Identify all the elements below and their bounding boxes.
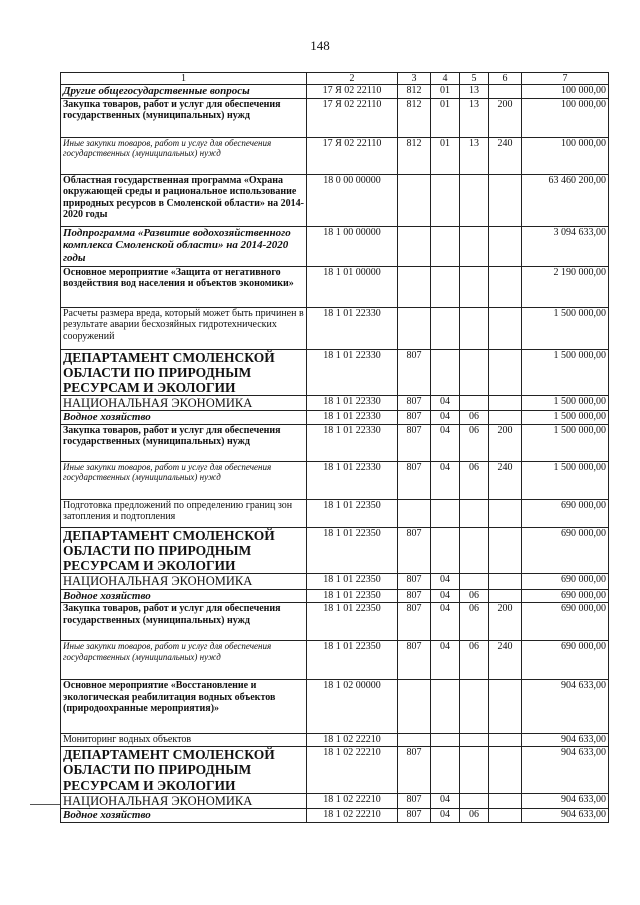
department-code-cell bbox=[398, 307, 431, 349]
amount-cell: 1 500 000,00 bbox=[522, 307, 609, 349]
expense-type-cell bbox=[489, 395, 522, 410]
amount-cell: 904 633,00 bbox=[522, 809, 609, 823]
amount-cell: 1 500 000,00 bbox=[522, 424, 609, 461]
table-row bbox=[61, 85, 609, 99]
section-cell: 01 bbox=[431, 137, 460, 174]
subsection-cell: 06 bbox=[460, 424, 489, 461]
target-code-cell: 17 Я 02 22110 bbox=[307, 137, 398, 174]
target-code-cell: 18 1 01 22330 bbox=[307, 411, 398, 425]
row-name-cell: Подпрограмма «Развитие водохозяйственного комплекса Смоленской области» на 2014-2020 годы bbox=[61, 226, 307, 266]
target-code-cell: 17 Я 02 22110 bbox=[307, 98, 398, 137]
subsection-cell bbox=[460, 574, 489, 589]
subsection-cell bbox=[460, 226, 489, 266]
amount-cell: 904 633,00 bbox=[522, 793, 609, 808]
amount-cell: 1 500 000,00 bbox=[522, 411, 609, 425]
page-number: 148 bbox=[310, 38, 330, 53]
expense-type-cell bbox=[489, 589, 522, 603]
target-code-cell: 18 1 01 22350 bbox=[307, 499, 398, 527]
row-name-cell: Расчеты размера вреда, который может быть причинен в результате аварии бесхозяйных гидротехнических сооружений bbox=[61, 307, 307, 349]
department-code-cell bbox=[398, 174, 431, 226]
target-code-cell: 18 1 02 22210 bbox=[307, 747, 398, 793]
department-code-cell: 807 bbox=[398, 574, 431, 589]
table-row bbox=[61, 574, 609, 589]
table-row bbox=[61, 809, 609, 823]
row-name-cell: Подготовка предложений по определению границ зон затопления и подтопления bbox=[61, 499, 307, 527]
subsection-cell: 06 bbox=[460, 461, 489, 499]
amount-cell: 1 500 000,00 bbox=[522, 349, 609, 395]
subsection-cell bbox=[460, 349, 489, 395]
department-code-cell: 807 bbox=[398, 589, 431, 603]
amount-cell: 904 633,00 bbox=[522, 747, 609, 793]
target-code-cell: 18 1 00 00000 bbox=[307, 226, 398, 266]
row-name-cell: Водное хозяйство bbox=[61, 411, 307, 425]
row-name-cell: ДЕПАРТАМЕНТ СМОЛЕНСКОЙ ОБЛАСТИ ПО ПРИРОДНЫМ РЕСУРСАМ И ЭКОЛОГИИ bbox=[61, 349, 307, 395]
target-code-cell: 18 1 01 22350 bbox=[307, 574, 398, 589]
row-name-cell: ДЕПАРТАМЕНТ СМОЛЕНСКОЙ ОБЛАСТИ ПО ПРИРОДНЫМ РЕСУРСАМ И ЭКОЛОГИИ bbox=[61, 747, 307, 793]
expense-type-cell bbox=[489, 349, 522, 395]
expense-type-cell bbox=[489, 527, 522, 573]
section-cell: 04 bbox=[431, 461, 460, 499]
row-name-cell: Закупка товаров, работ и услуг для обеспечения государственных (муниципальных) нужд bbox=[61, 98, 307, 137]
table-row bbox=[61, 589, 609, 603]
row-name-cell: НАЦИОНАЛЬНАЯ ЭКОНОМИКА bbox=[61, 574, 307, 589]
column-header: 6 bbox=[489, 73, 522, 85]
row-name-cell: Областная государственная программа «Охрана окружающей среды и рациональное использование природных ресурсов в Смоленской области» на 2014-2020 годы bbox=[61, 174, 307, 226]
row-name-cell: НАЦИОНАЛЬНАЯ ЭКОНОМИКА bbox=[61, 395, 307, 410]
amount-cell: 63 460 200,00 bbox=[522, 174, 609, 226]
subsection-cell: 13 bbox=[460, 85, 489, 99]
expense-type-cell bbox=[489, 793, 522, 808]
target-code-cell: 18 1 01 22330 bbox=[307, 461, 398, 499]
row-name-cell: Мониторинг водных объектов bbox=[61, 734, 307, 747]
department-code-cell bbox=[398, 499, 431, 527]
row-name-cell: Иные закупки товаров, работ и услуг для обеспечения государственных (муниципальных) нужд bbox=[61, 461, 307, 499]
amount-cell: 2 190 000,00 bbox=[522, 266, 609, 307]
department-code-cell: 807 bbox=[398, 424, 431, 461]
subsection-cell bbox=[460, 680, 489, 734]
target-code-cell: 18 1 01 22350 bbox=[307, 603, 398, 641]
department-code-cell bbox=[398, 680, 431, 734]
subsection-cell: 13 bbox=[460, 137, 489, 174]
table-row bbox=[61, 499, 609, 527]
table-row bbox=[61, 137, 609, 174]
table-row bbox=[61, 411, 609, 425]
section-cell bbox=[431, 734, 460, 747]
subsection-cell: 06 bbox=[460, 589, 489, 603]
department-code-cell: 807 bbox=[398, 395, 431, 410]
section-cell bbox=[431, 747, 460, 793]
table-row bbox=[61, 98, 609, 137]
department-code-cell: 807 bbox=[398, 411, 431, 425]
row-name-cell: Основное мероприятие «Восстановление и экологическая реабилитация водных объектов (природоохранные мероприятия)» bbox=[61, 680, 307, 734]
expense-type-cell: 240 bbox=[489, 641, 522, 680]
target-code-cell: 18 1 02 22210 bbox=[307, 793, 398, 808]
table-row bbox=[61, 680, 609, 734]
budget-table bbox=[60, 72, 609, 823]
row-name-cell: ДЕПАРТАМЕНТ СМОЛЕНСКОЙ ОБЛАСТИ ПО ПРИРОДНЫМ РЕСУРСАМ И ЭКОЛОГИИ bbox=[61, 527, 307, 573]
department-code-cell: 807 bbox=[398, 349, 431, 395]
target-code-cell: 17 Я 02 22110 bbox=[307, 85, 398, 99]
target-code-cell: 18 1 02 22210 bbox=[307, 734, 398, 747]
target-code-cell: 18 1 01 22330 bbox=[307, 424, 398, 461]
amount-cell: 1 500 000,00 bbox=[522, 395, 609, 410]
subsection-cell bbox=[460, 174, 489, 226]
department-code-cell: 807 bbox=[398, 809, 431, 823]
section-cell: 04 bbox=[431, 603, 460, 641]
amount-cell: 1 500 000,00 bbox=[522, 461, 609, 499]
amount-cell: 100 000,00 bbox=[522, 137, 609, 174]
table-row bbox=[61, 641, 609, 680]
department-code-cell bbox=[398, 226, 431, 266]
subsection-cell bbox=[460, 734, 489, 747]
expense-type-cell: 240 bbox=[489, 461, 522, 499]
expense-type-cell bbox=[489, 307, 522, 349]
section-cell bbox=[431, 266, 460, 307]
column-header: 5 bbox=[460, 73, 489, 85]
department-code-cell: 807 bbox=[398, 603, 431, 641]
expense-type-cell bbox=[489, 747, 522, 793]
subsection-cell bbox=[460, 499, 489, 527]
subsection-cell: 06 bbox=[460, 603, 489, 641]
section-cell: 01 bbox=[431, 85, 460, 99]
amount-cell: 904 633,00 bbox=[522, 680, 609, 734]
expense-type-cell bbox=[489, 411, 522, 425]
margin-line bbox=[30, 804, 60, 805]
section-cell bbox=[431, 349, 460, 395]
row-name-cell: Другие общегосударственные вопросы bbox=[61, 85, 307, 99]
table-row bbox=[61, 747, 609, 793]
department-code-cell: 807 bbox=[398, 793, 431, 808]
expense-type-cell: 200 bbox=[489, 424, 522, 461]
table-row bbox=[61, 424, 609, 461]
department-code-cell: 807 bbox=[398, 527, 431, 573]
subsection-cell: 06 bbox=[460, 411, 489, 425]
table-row bbox=[61, 307, 609, 349]
table-row bbox=[61, 226, 609, 266]
subsection-cell bbox=[460, 307, 489, 349]
column-header: 2 bbox=[307, 73, 398, 85]
section-cell bbox=[431, 307, 460, 349]
column-header: 3 bbox=[398, 73, 431, 85]
target-code-cell: 18 1 01 22330 bbox=[307, 307, 398, 349]
subsection-cell: 13 bbox=[460, 98, 489, 137]
target-code-cell: 18 1 02 00000 bbox=[307, 680, 398, 734]
column-header: 1 bbox=[61, 73, 307, 85]
subsection-cell: 06 bbox=[460, 809, 489, 823]
table-row bbox=[61, 793, 609, 808]
amount-cell: 690 000,00 bbox=[522, 589, 609, 603]
section-cell bbox=[431, 527, 460, 573]
target-code-cell: 18 1 01 22350 bbox=[307, 589, 398, 603]
section-cell bbox=[431, 499, 460, 527]
row-name-cell: Иные закупки товаров, работ и услуг для обеспечения государственных (муниципальных) нужд bbox=[61, 137, 307, 174]
department-code-cell: 812 bbox=[398, 98, 431, 137]
amount-cell: 690 000,00 bbox=[522, 499, 609, 527]
expense-type-cell bbox=[489, 85, 522, 99]
section-cell: 04 bbox=[431, 424, 460, 461]
amount-cell: 690 000,00 bbox=[522, 641, 609, 680]
table-row bbox=[61, 266, 609, 307]
table-body bbox=[61, 85, 609, 823]
expense-type-cell bbox=[489, 266, 522, 307]
target-code-cell: 18 1 01 22350 bbox=[307, 527, 398, 573]
section-cell: 04 bbox=[431, 589, 460, 603]
target-code-cell: 18 0 00 00000 bbox=[307, 174, 398, 226]
department-code-cell: 807 bbox=[398, 641, 431, 680]
table-row bbox=[61, 395, 609, 410]
section-cell: 04 bbox=[431, 641, 460, 680]
row-name-cell: Водное хозяйство bbox=[61, 589, 307, 603]
expense-type-cell bbox=[489, 574, 522, 589]
section-cell bbox=[431, 226, 460, 266]
subsection-cell: 06 bbox=[460, 641, 489, 680]
target-code-cell: 18 1 02 22210 bbox=[307, 809, 398, 823]
amount-cell: 690 000,00 bbox=[522, 603, 609, 641]
row-name-cell: Закупка товаров, работ и услуг для обеспечения государственных (муниципальных) нужд bbox=[61, 424, 307, 461]
expense-type-cell bbox=[489, 734, 522, 747]
table-row bbox=[61, 174, 609, 226]
amount-cell: 690 000,00 bbox=[522, 527, 609, 573]
section-cell: 04 bbox=[431, 809, 460, 823]
row-name-cell: Водное хозяйство bbox=[61, 809, 307, 823]
amount-cell: 904 633,00 bbox=[522, 734, 609, 747]
target-code-cell: 18 1 01 22350 bbox=[307, 641, 398, 680]
amount-cell: 3 094 633,00 bbox=[522, 226, 609, 266]
department-code-cell: 812 bbox=[398, 137, 431, 174]
column-header: 7 bbox=[522, 73, 609, 85]
section-cell: 04 bbox=[431, 574, 460, 589]
department-code-cell bbox=[398, 266, 431, 307]
subsection-cell bbox=[460, 266, 489, 307]
table-row bbox=[61, 603, 609, 641]
row-name-cell: Закупка товаров, работ и услуг для обеспечения государственных (муниципальных) нужд bbox=[61, 603, 307, 641]
expense-type-cell: 240 bbox=[489, 137, 522, 174]
department-code-cell: 812 bbox=[398, 85, 431, 99]
table-row bbox=[61, 527, 609, 573]
table-row bbox=[61, 461, 609, 499]
section-cell bbox=[431, 174, 460, 226]
department-code-cell: 807 bbox=[398, 747, 431, 793]
row-name-cell: НАЦИОНАЛЬНАЯ ЭКОНОМИКА bbox=[61, 793, 307, 808]
expense-type-cell: 200 bbox=[489, 98, 522, 137]
expense-type-cell bbox=[489, 174, 522, 226]
target-code-cell: 18 1 01 22330 bbox=[307, 395, 398, 410]
target-code-cell: 18 1 01 22330 bbox=[307, 349, 398, 395]
row-name-cell: Иные закупки товаров, работ и услуг для обеспечения государственных (муниципальных) нужд bbox=[61, 641, 307, 680]
amount-cell: 100 000,00 bbox=[522, 98, 609, 137]
subsection-cell bbox=[460, 395, 489, 410]
amount-cell: 100 000,00 bbox=[522, 85, 609, 99]
column-header: 4 bbox=[431, 73, 460, 85]
expense-type-cell bbox=[489, 499, 522, 527]
department-code-cell: 807 bbox=[398, 461, 431, 499]
subsection-cell bbox=[460, 747, 489, 793]
section-cell: 04 bbox=[431, 411, 460, 425]
section-cell: 04 bbox=[431, 395, 460, 410]
expense-type-cell bbox=[489, 809, 522, 823]
target-code-cell: 18 1 01 00000 bbox=[307, 266, 398, 307]
subsection-cell bbox=[460, 793, 489, 808]
amount-cell: 690 000,00 bbox=[522, 574, 609, 589]
table-row bbox=[61, 349, 609, 395]
subsection-cell bbox=[460, 527, 489, 573]
column-number-row bbox=[61, 73, 609, 85]
section-cell: 01 bbox=[431, 98, 460, 137]
expense-type-cell bbox=[489, 680, 522, 734]
expense-type-cell bbox=[489, 226, 522, 266]
section-cell: 04 bbox=[431, 793, 460, 808]
section-cell bbox=[431, 680, 460, 734]
table-row bbox=[61, 734, 609, 747]
department-code-cell bbox=[398, 734, 431, 747]
expense-type-cell: 200 bbox=[489, 603, 522, 641]
row-name-cell: Основное мероприятие «Защита от негативного воздействия вод населения и объектов экономики» bbox=[61, 266, 307, 307]
